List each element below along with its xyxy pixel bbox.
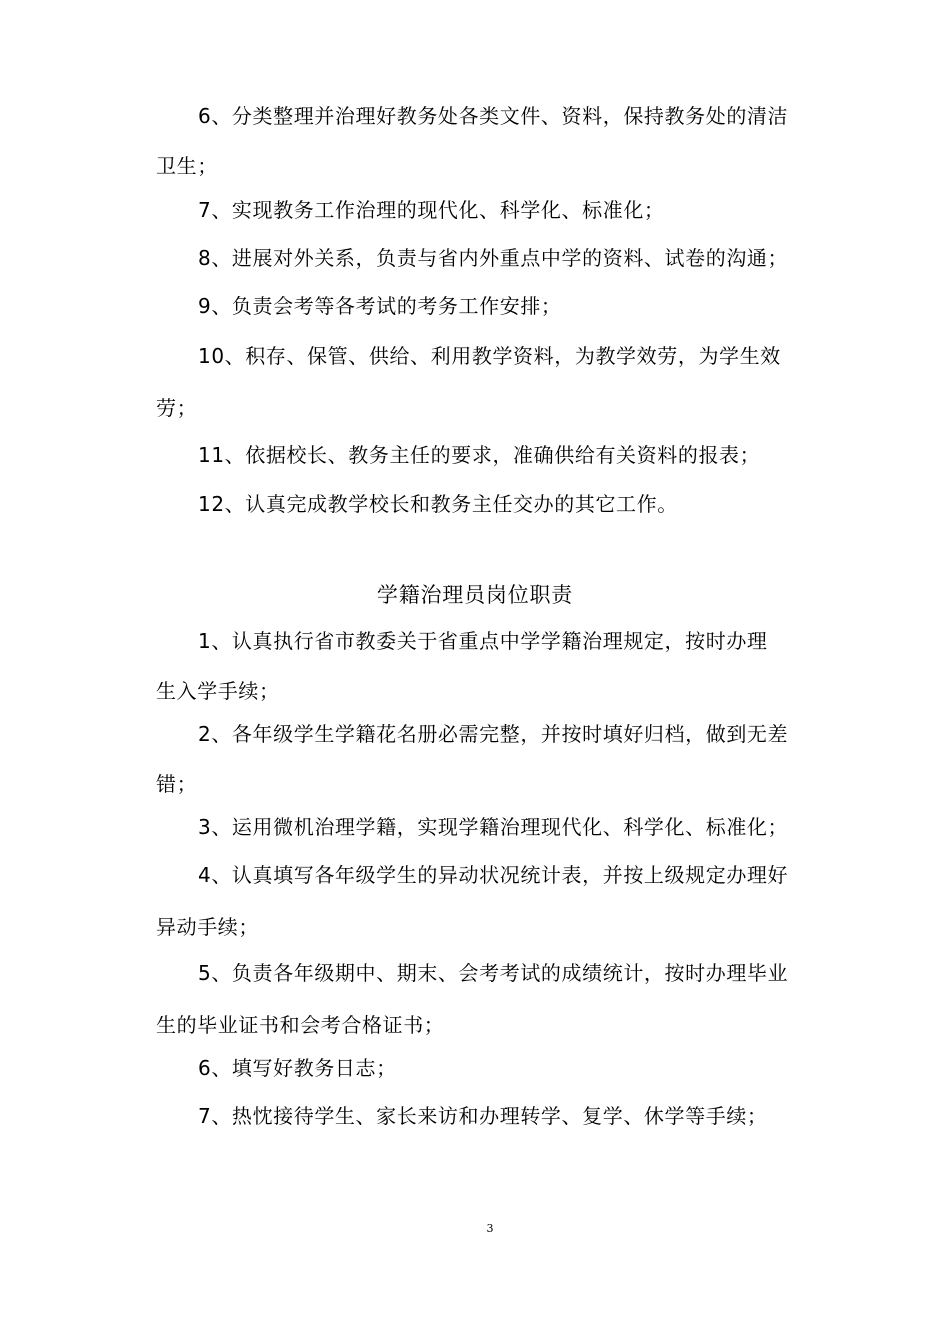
page-number: 3 [486, 1222, 494, 1235]
paragraph-line: 7、热忱接待学生、家长来访和办理转学、复学、休学等手续； [198, 1104, 768, 1128]
paragraph-line: 卫生； [156, 154, 218, 178]
paragraph-line: 1、认真执行省市教委关于省重点中学学籍治理规定，按时办理 [198, 629, 768, 653]
paragraph-line: 7、实现教务工作治理的现代化、科学化、标准化； [198, 198, 665, 222]
paragraph-line: 8、进展对外关系，负责与省内外重点中学的资料、试卷的沟通； [198, 246, 789, 270]
paragraph-line: 6、填写好教务日志； [198, 1056, 397, 1080]
paragraph-line: 11、依据校长、教务主任的要求，准确供给有关资料的报表； [198, 443, 761, 467]
paragraph-line: 错； [156, 772, 198, 796]
paragraph-line: 异动手续； [156, 915, 259, 939]
paragraph-line: 生入学手续； [156, 679, 280, 703]
paragraph-line: 2、各年级学生学籍花名册必需完整，并按时填好归档，做到无差 [198, 722, 789, 746]
paragraph-line: 劳； [156, 396, 198, 420]
paragraph-line: 5、负责各年级期中、期末、会考考试的成绩统计，按时办理毕业 [198, 961, 789, 985]
paragraph-line: 生的毕业证书和会考合格证书； [156, 1013, 445, 1037]
paragraph-line: 10、积存、保管、供给、利用教学资料，为教学效劳，为学生效 [198, 344, 781, 368]
paragraph-line: 4、认真填写各年级学生的异动状况统计表，并按上级规定办理好 [198, 863, 789, 887]
paragraph-line: 3、运用微机治理学籍，实现学籍治理现代化、科学化、标准化； [198, 815, 789, 839]
paragraph-line: 9、负责会考等各考试的考务工作安排； [198, 294, 562, 318]
section-title: 学籍治理员岗位职责 [376, 583, 574, 607]
paragraph-line: 6、分类整理并治理好教务处各类文件、资料，保持教务处的清洁 [198, 104, 789, 128]
paragraph-line: 12、认真完成教学校长和教务主任交办的其它工作。 [198, 492, 678, 516]
